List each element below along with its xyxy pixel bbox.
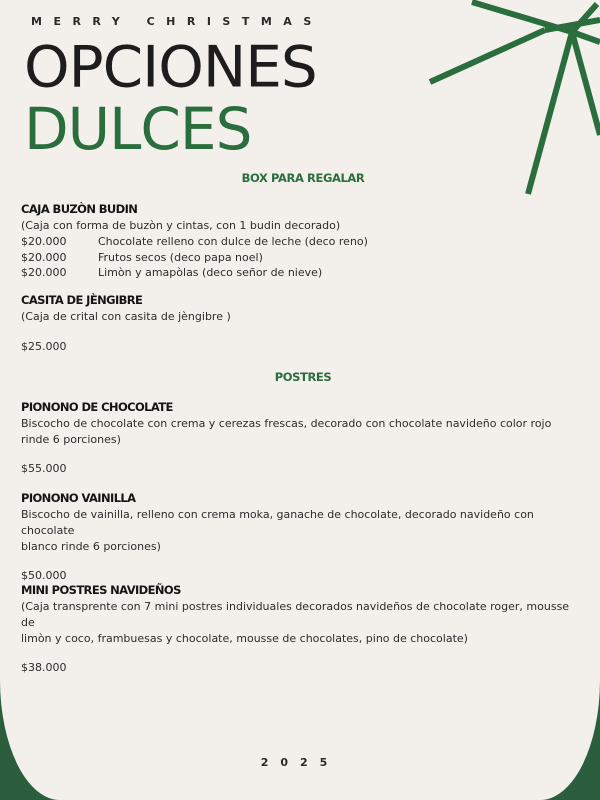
- price-option: [21, 265, 581, 281]
- item-name: PIONONO DE CHOCOLATE: [21, 400, 173, 414]
- item-name: CASITA DE JÈNGIBRE: [21, 293, 143, 307]
- page-title: OPCIONES: [24, 33, 317, 101]
- menu-item-mini-postres-navidenos: [21, 583, 581, 674]
- option-label: Limòn y amapòlas (deco señor de nieve): [98, 266, 323, 279]
- item-price: $25.000: [21, 340, 67, 353]
- item-description-line: limòn y coco, frambuesas y chocolate, mousse de chocolates, pino de chocolate): [21, 632, 468, 645]
- item-description-line: Biscocho de vainilla, relleno con crema moka, ganache de chocolate, decorado navideño con chocolate: [21, 508, 534, 537]
- option-label: Chocolate relleno con dulce de leche (deco reno): [98, 235, 368, 248]
- item-description-line: Biscocho de chocolate con crema y cerezas frescas, decorado con chocolate navideño color rojo: [21, 417, 552, 430]
- menu-item-pionono-vainilla: [21, 491, 581, 582]
- price-option: [21, 234, 581, 250]
- price-option: [21, 250, 581, 266]
- footer-year: 2025: [260, 756, 340, 769]
- option-price: $20.000: [21, 235, 67, 248]
- item-description: (Caja con forma de buzòn y cintas, con 1 budin decorado): [21, 219, 341, 232]
- item-price: $55.000: [21, 462, 67, 475]
- menu-item-pionono-de-chocolate: [21, 400, 581, 475]
- menu-item-casita-de-jengibre: [21, 293, 581, 353]
- option-price: $20.000: [21, 250, 67, 264]
- option-label: Frutos secos (deco papa noel): [98, 250, 263, 264]
- item-name: MINI POSTRES NAVIDEÑOS: [21, 583, 181, 597]
- menu-item-caja-buzon-budin: [21, 202, 581, 281]
- item-description-line: (Caja transprente con 7 mini postres individuales decorados navideños de chocolate roger, mousse de: [21, 600, 570, 629]
- option-price: $20.000: [21, 266, 67, 279]
- item-description: (Caja de crital con casita de jèngibre ): [21, 310, 231, 323]
- item-price: $50.000: [21, 569, 67, 582]
- item-name: CAJA BUZÒN BUDIN: [21, 202, 138, 216]
- item-name: PIONONO VAINILLA: [21, 491, 136, 505]
- eyebrow-text: MERRY CHRISTMAS: [31, 15, 323, 28]
- section-title-box-para-regalar: BOX PARA REGALAR: [241, 171, 365, 185]
- item-description-line: rinde 6 porciones): [21, 433, 121, 446]
- page-subtitle: DULCES: [24, 95, 252, 163]
- item-price: $38.000: [21, 661, 67, 674]
- item-description-line: blanco rinde 6 porciones): [21, 540, 161, 553]
- section-title-postres: POSTRES: [274, 370, 332, 384]
